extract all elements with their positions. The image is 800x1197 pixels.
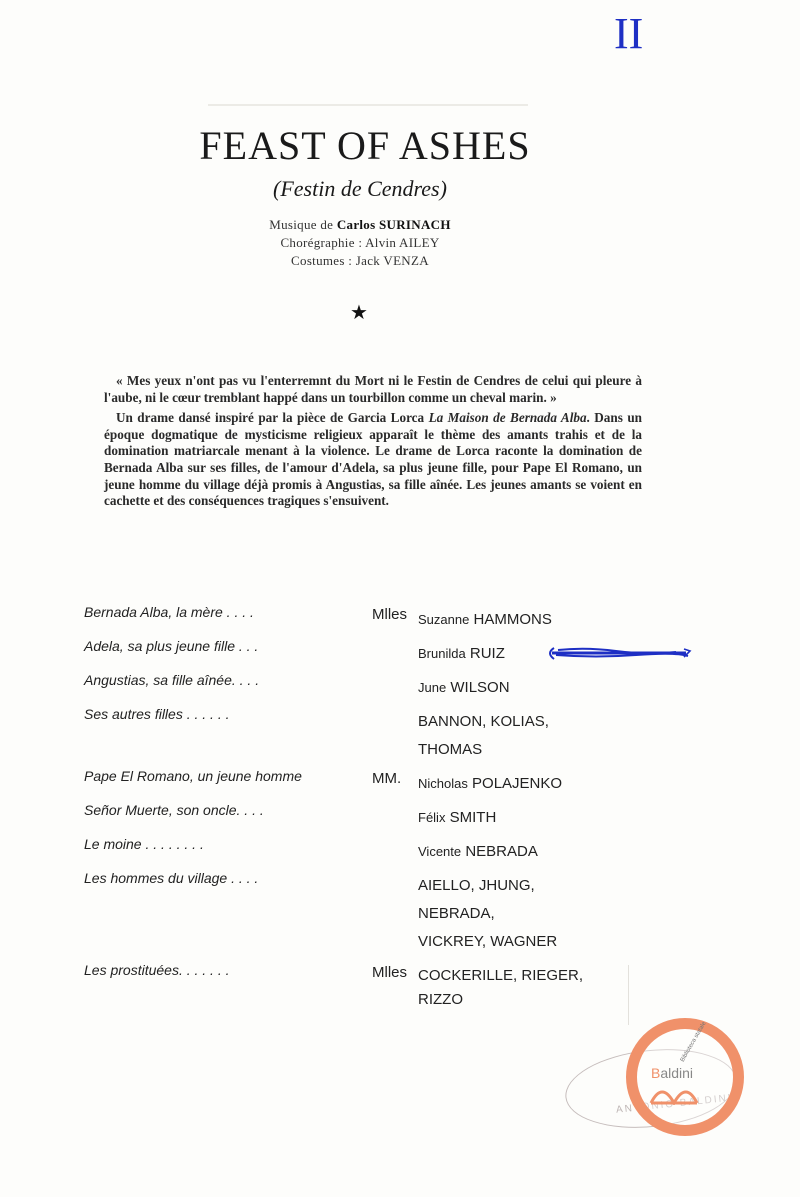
page-title: FEAST OF ASHES (199, 123, 531, 168)
credits-block (0, 216, 720, 270)
book-arch-icon (649, 1083, 699, 1105)
cast-actor: Suzanne HAMMONS (418, 611, 552, 628)
star-icon: ★ (350, 302, 368, 324)
cast-role: Ses autres filles . . . . . . (84, 706, 230, 722)
cast-role: Bernada Alba, la mère . . . . (84, 604, 254, 620)
cast-role: Adela, sa plus jeune fille . . . (84, 638, 259, 654)
cast-prefix: MM. (372, 770, 402, 787)
cast-actor: COCKERILLE, RIEGER, RIZZO (418, 967, 584, 1008)
cast-row (84, 672, 684, 706)
cast-actor: Félix SMITH (418, 809, 497, 826)
choreography-credit: Chorégraphie : Alvin AILEY (280, 235, 440, 250)
cast-row (84, 836, 684, 870)
cast-row (84, 706, 684, 768)
cast-role: Señor Muerte, son oncle. . . . (84, 802, 264, 818)
baldini-logo-stamp: Biblioteca statale Baldini (626, 1018, 744, 1136)
cast-actor: BANNON, KOLIAS, THOMAS (418, 713, 549, 758)
page-subtitle: (Festin de Cendres) (273, 176, 447, 201)
music-credit: Musique de Carlos SURINACH (269, 217, 451, 232)
synopsis-quote: « Mes yeux n'ont pas vu l'enterremnt du Mort ni le Festin de Cendres de celui qui pleure à l'aube, ni le cœur tremblant happé dans un tourbillon comme un cheval marin. » (104, 373, 642, 405)
cast-actor: Vicente NEBRADA (418, 843, 538, 860)
cast-actor: Nicholas POLAJENKO (418, 775, 563, 792)
cast-list (84, 604, 684, 1022)
library-stamp: ANTONIO BALDINI (561, 1041, 740, 1136)
cast-row (84, 768, 684, 802)
handwritten-crossout-icon (546, 645, 694, 661)
cast-prefix: Mlles (372, 964, 408, 981)
cast-role: Les hommes du village . . . . (84, 870, 259, 886)
cast-actor: AIELLO, JHUNG, NEBRADA, VICKREY, WAGNER (418, 877, 558, 950)
synopsis-body: Un drame dansé inspiré par la pièce de Garcia Lorca La Maison de Bernada Alba. Dans un époque dogmatique de mysticisme religieux apparaît le thème des amants trahis et de la domination matriarcale menant à la violence. Le drame de Lorca raconte la domination de Bernada Alba sur ses filles, de l'amour d'Adela, sa plus jeune fille, pour Pape El Romano, un jeune homme du village déjà promis à Angustias, sa fille aînée. Les jeunes amants se voient en cachette et des conséquences tragiques s'ensuivent. (104, 410, 642, 509)
handwritten-page-number: II (614, 9, 644, 58)
cast-role: Angustias, sa fille aînée. . . . (84, 672, 260, 688)
cast-actor: Brunilda RUIZ (418, 645, 505, 662)
cast-row (84, 870, 684, 962)
costumes-credit: Costumes : Jack VENZA (291, 253, 429, 268)
cast-row (84, 962, 684, 1022)
cast-row (84, 604, 684, 638)
cast-role: Les prostituées. . . . . . . (84, 962, 230, 978)
cast-row (84, 802, 684, 836)
cast-role: Le moine . . . . . . . . (84, 836, 204, 852)
cast-actor: June WILSON (418, 679, 510, 696)
cast-role: Pape El Romano, un jeune homme (84, 768, 302, 784)
cast-prefix: Mlles (372, 606, 408, 623)
faint-rule (208, 104, 528, 106)
faint-crease (628, 965, 629, 1025)
synopsis (104, 373, 642, 514)
